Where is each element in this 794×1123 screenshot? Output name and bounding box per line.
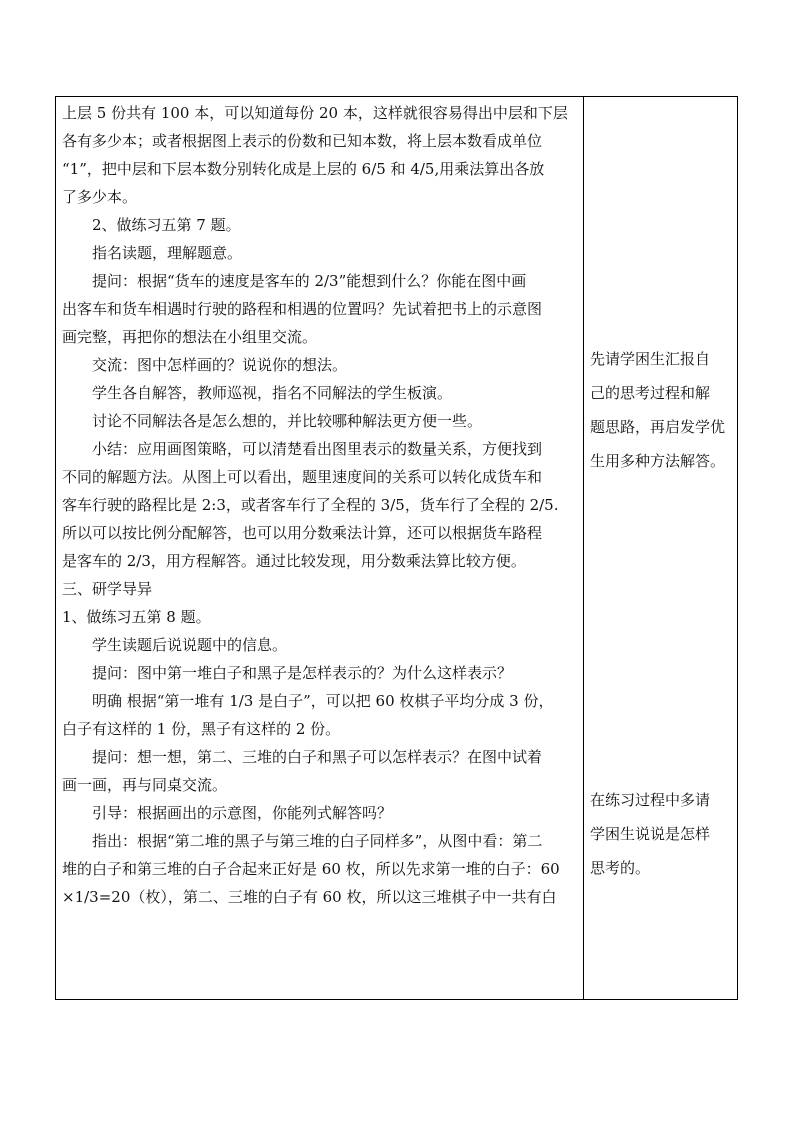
text-line: 提问：根据“货车的速度是客车的 2/3”能想到什么？你能在图中画 [92,272,527,290]
text-line: ×1/3=20（枚），第二、三堆的白子有 60 枚，所以这三堆棋子中一共有白 [62,888,557,906]
note-line: 题思路，再启发学优 [590,418,726,436]
text-line: 堆的白子和第三堆的白子合起来正好是 60 枚，所以先求第一堆的白子：60 [62,860,560,878]
text-line: “1”，把中层和下层本数分别转化成是上层的 6/5 和 4/5,用乘法算出各放 [62,160,545,178]
text-line: 讨论不同解法各是怎么想的，并比较哪种解法更方便一些。 [92,412,483,430]
text-line: 学生读题后说说题中的信息。 [92,636,288,654]
note-line: 生用多种方法解答。 [590,452,726,470]
teaching-process-column [56,97,584,999]
note-line: 己的思考过程和解 [590,384,711,402]
text-line: 了多少本。 [62,188,138,206]
text-line: 指出：根据“第二堆的黑子与第三堆的白子同样多”，从图中看：第二 [92,832,543,850]
text-line: 提问：图中第一堆白子和黑子是怎样表示的？为什么这样表示？ [92,664,513,682]
text-line: 学生各自解答，教师巡视，指名不同解法的学生板演。 [92,384,453,402]
section-heading: 三、研学导异 [62,580,153,598]
text-line: 1、做练习五第 8 题。 [62,608,211,626]
text-line: 引导：根据画出的示意图，你能列式解答吗？ [92,804,393,822]
text-line: 客车行驶的路程比是 2:3，或者客车行了全程的 3/5，货车行了全程的 2/5. [62,496,559,514]
text-line: 不同的解题方法。从图上可以看出，题里速度间的关系可以转化成货车和 [62,468,543,486]
text-line: 2、做练习五第 7 题。 [92,216,241,234]
text-line: 画一画，再与同桌交流。 [62,776,228,794]
text-line: 出客车和货车相遇时行驶的路程和相遇的位置吗？先试着把书上的示意图 [62,300,543,318]
note-line: 思考的。 [590,859,651,877]
text-line: 上层 5 份共有 100 本，可以知道每份 20 本，这样就很容易得出中层和下层 [62,104,568,122]
text-line: 小结：应用画图策略，可以清楚看出图里表示的数量关系，方便找到 [92,440,543,458]
note-line: 先请学困生汇报自 [590,350,711,368]
lesson-table [55,96,738,1000]
note-line: 学困生说说是怎样 [590,825,711,843]
text-line: 所以可以按比例分配解答，也可以用分数乘法计算，还可以根据货车路程 [62,524,543,542]
text-line: 提问：想一想，第二、三堆的白子和黑子可以怎样表示？在图中试着 [92,748,543,766]
text-line: 指名读题，理解题意。 [92,244,243,262]
text-line: 交流：图中怎样画的？说说你的想法。 [92,356,348,374]
note-line: 在练习过程中多请 [590,791,711,809]
text-line: 各有多少本；或者根据图上表示的份数和已知本数，将上层本数看成单位 [62,132,543,150]
text-line: 白子有这样的 1 份，黑子有这样的 2 份。 [62,720,341,738]
text-line: 明确 根据“第一堆有 1/3 是白子”，可以把 60 枚棋子平均分成 3 份， [92,692,554,710]
teaching-notes-column [584,97,737,999]
text-line: 是客车的 2/3，用方程解答。通过比较发现，用分数乘法算比较方便。 [62,552,526,570]
text-line: 画完整，再把你的想法在小组里交流。 [62,328,318,346]
